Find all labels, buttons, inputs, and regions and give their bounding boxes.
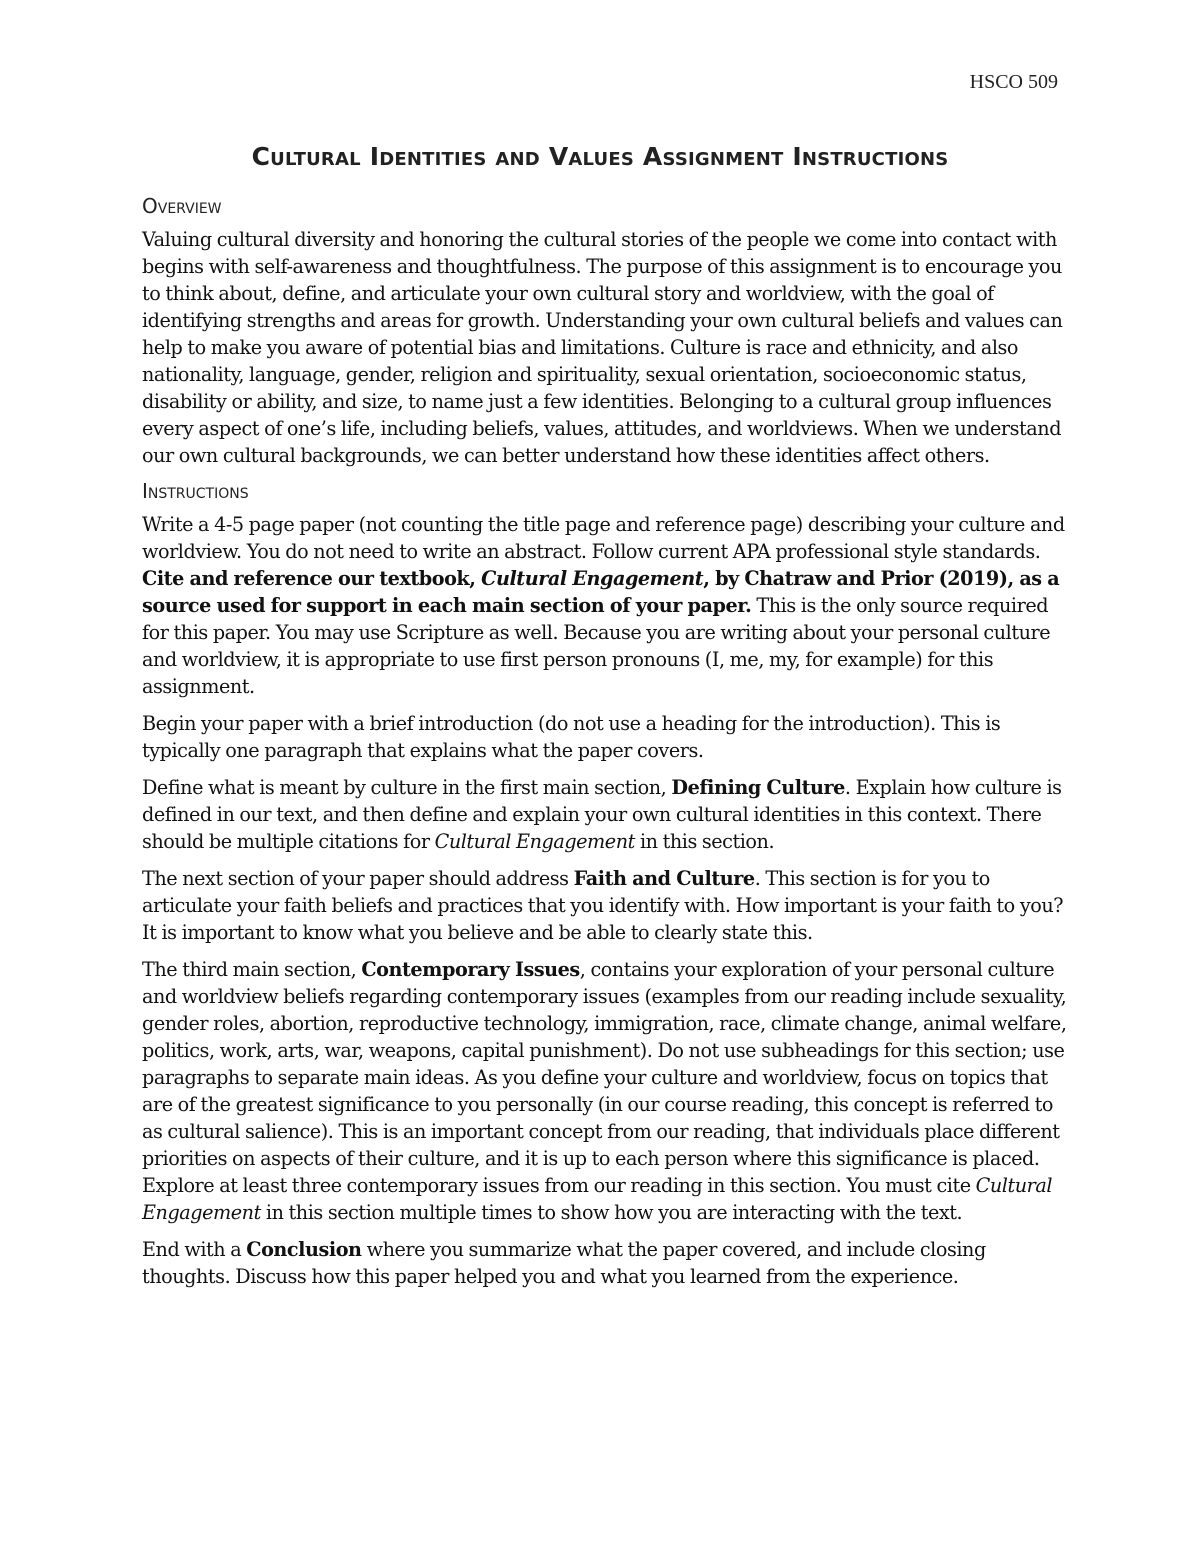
p6-text-c: where you summarize what the paper covered, and include closing thoughts. Discuss how this paper helped you and what you learned from the experience. [142,1238,986,1288]
p5-text-c: , contains your exploration of your personal culture and worldview beliefs regarding contemporary issues (examples from our reading include sexuality, gender roles, abortion, reproductive technology, immigration, race, climate change, animal welfare, politics, work, arts, war, weapons, capital punishment). Do not use subheadings for this section; use paragraphs to separate main ideas. As you define your culture and worldview, focus on topics that are of the greatest significance to you personally (in our course reading, this concept is referred to as cultural salience). This is an important concept from our reading, that individuals place different priorities on aspects of their culture, and it is up to each person where this significance is placed. Explore at least three contemporary issues from our reading in this section. You must cite [142,958,1067,1197]
instructions-heading: Instructions [142,479,249,503]
p3-bold-defining-culture: Defining Culture [671,776,845,799]
p1-text-a: Write a 4-5 page paper (not counting the title page and reference page) describing your culture and worldview. You do not need to write an abstract. Follow current APA professional style standards. [142,513,1065,563]
instructions-paragraph-6 [142,1236,1067,1290]
p5-italic-title: Cultural Engagement [142,1174,1053,1224]
p5-text-d: in this section multiple times to show how you are interacting with the text. [260,1201,963,1224]
p4-text-c: . This section is for you to articulate your faith beliefs and practices that you identify with. How important is your faith to you? It is important to know what you believe and be able to clearly state this. [142,867,1064,944]
document-body [142,192,1067,1300]
p5-bold-contemporary-issues: Contemporary Issues [361,958,580,981]
overview-heading: Overview [142,194,222,218]
p6-text-a: End with a [142,1238,247,1261]
instructions-paragraph-4 [142,865,1067,946]
p1-bold-italic-title: Cultural Engagement [481,567,704,590]
instructions-paragraph-2: Begin your paper with a brief introduction (do not use a heading for the introduction). This is typically one paragraph that explains what the paper covers. [142,712,1001,762]
instructions-paragraph-3 [142,774,1067,855]
p1-bold-a: Cite and reference our textbook, [142,567,482,590]
p5-text-a: The third main section, [142,958,362,981]
p3-italic-title: Cultural Engagement [434,830,635,853]
overview-paragraph: Valuing cultural diversity and honoring the cultural stories of the people we come into contact with begins with self-awareness and thoughtfulness. The purpose of this assignment is to encourage you to think about, define, and articulate your own cultural story and worldview, with the goal of identifying strengths and areas for growth. Understanding your own cultural beliefs and values can help to make you aware of potential bias and limitations. Culture is race and ethnicity, and also nationality, language, gender, religion and spirituality, sexual orientation, socioeconomic status, disability or ability, and size, to name just a few identities. Belonging to a cultural group influences every aspect of one’s life, including beliefs, values, attitudes, and worldviews. When we understand our own cultural backgrounds, we can better understand how these identities affect others. [142,228,1063,467]
instructions-paragraph-5 [142,956,1067,1226]
p1-bold-b: , by Chatraw and Prior (2019), as a source used for support in each main section of your paper. [142,567,1060,617]
p1-text-c: This is the only source required for this paper. You may use Scripture as well. Because you are writing about your personal culture and worldview, it is appropriate to use first person pronouns (I, me, my, for example) for this assignment. [142,594,1051,698]
p4-bold-faith-culture: Faith and Culture [573,867,755,890]
p3-text-a: Define what is meant by culture in the first main section, [142,776,672,799]
p4-text-a: The next section of your paper should address [142,867,574,890]
course-code: HSCO 509 [969,71,1058,93]
instructions-paragraph-1 [142,511,1067,700]
p3-text-d: in this section. [634,830,775,853]
p6-bold-conclusion: Conclusion [246,1238,362,1261]
p3-text-c: . Explain how culture is defined in our text, and then define and explain your own cultural identities in this context. There should be multiple citations for [142,776,1062,853]
page-title: Cultural Identities and Values Assignment Instructions [251,142,949,171]
